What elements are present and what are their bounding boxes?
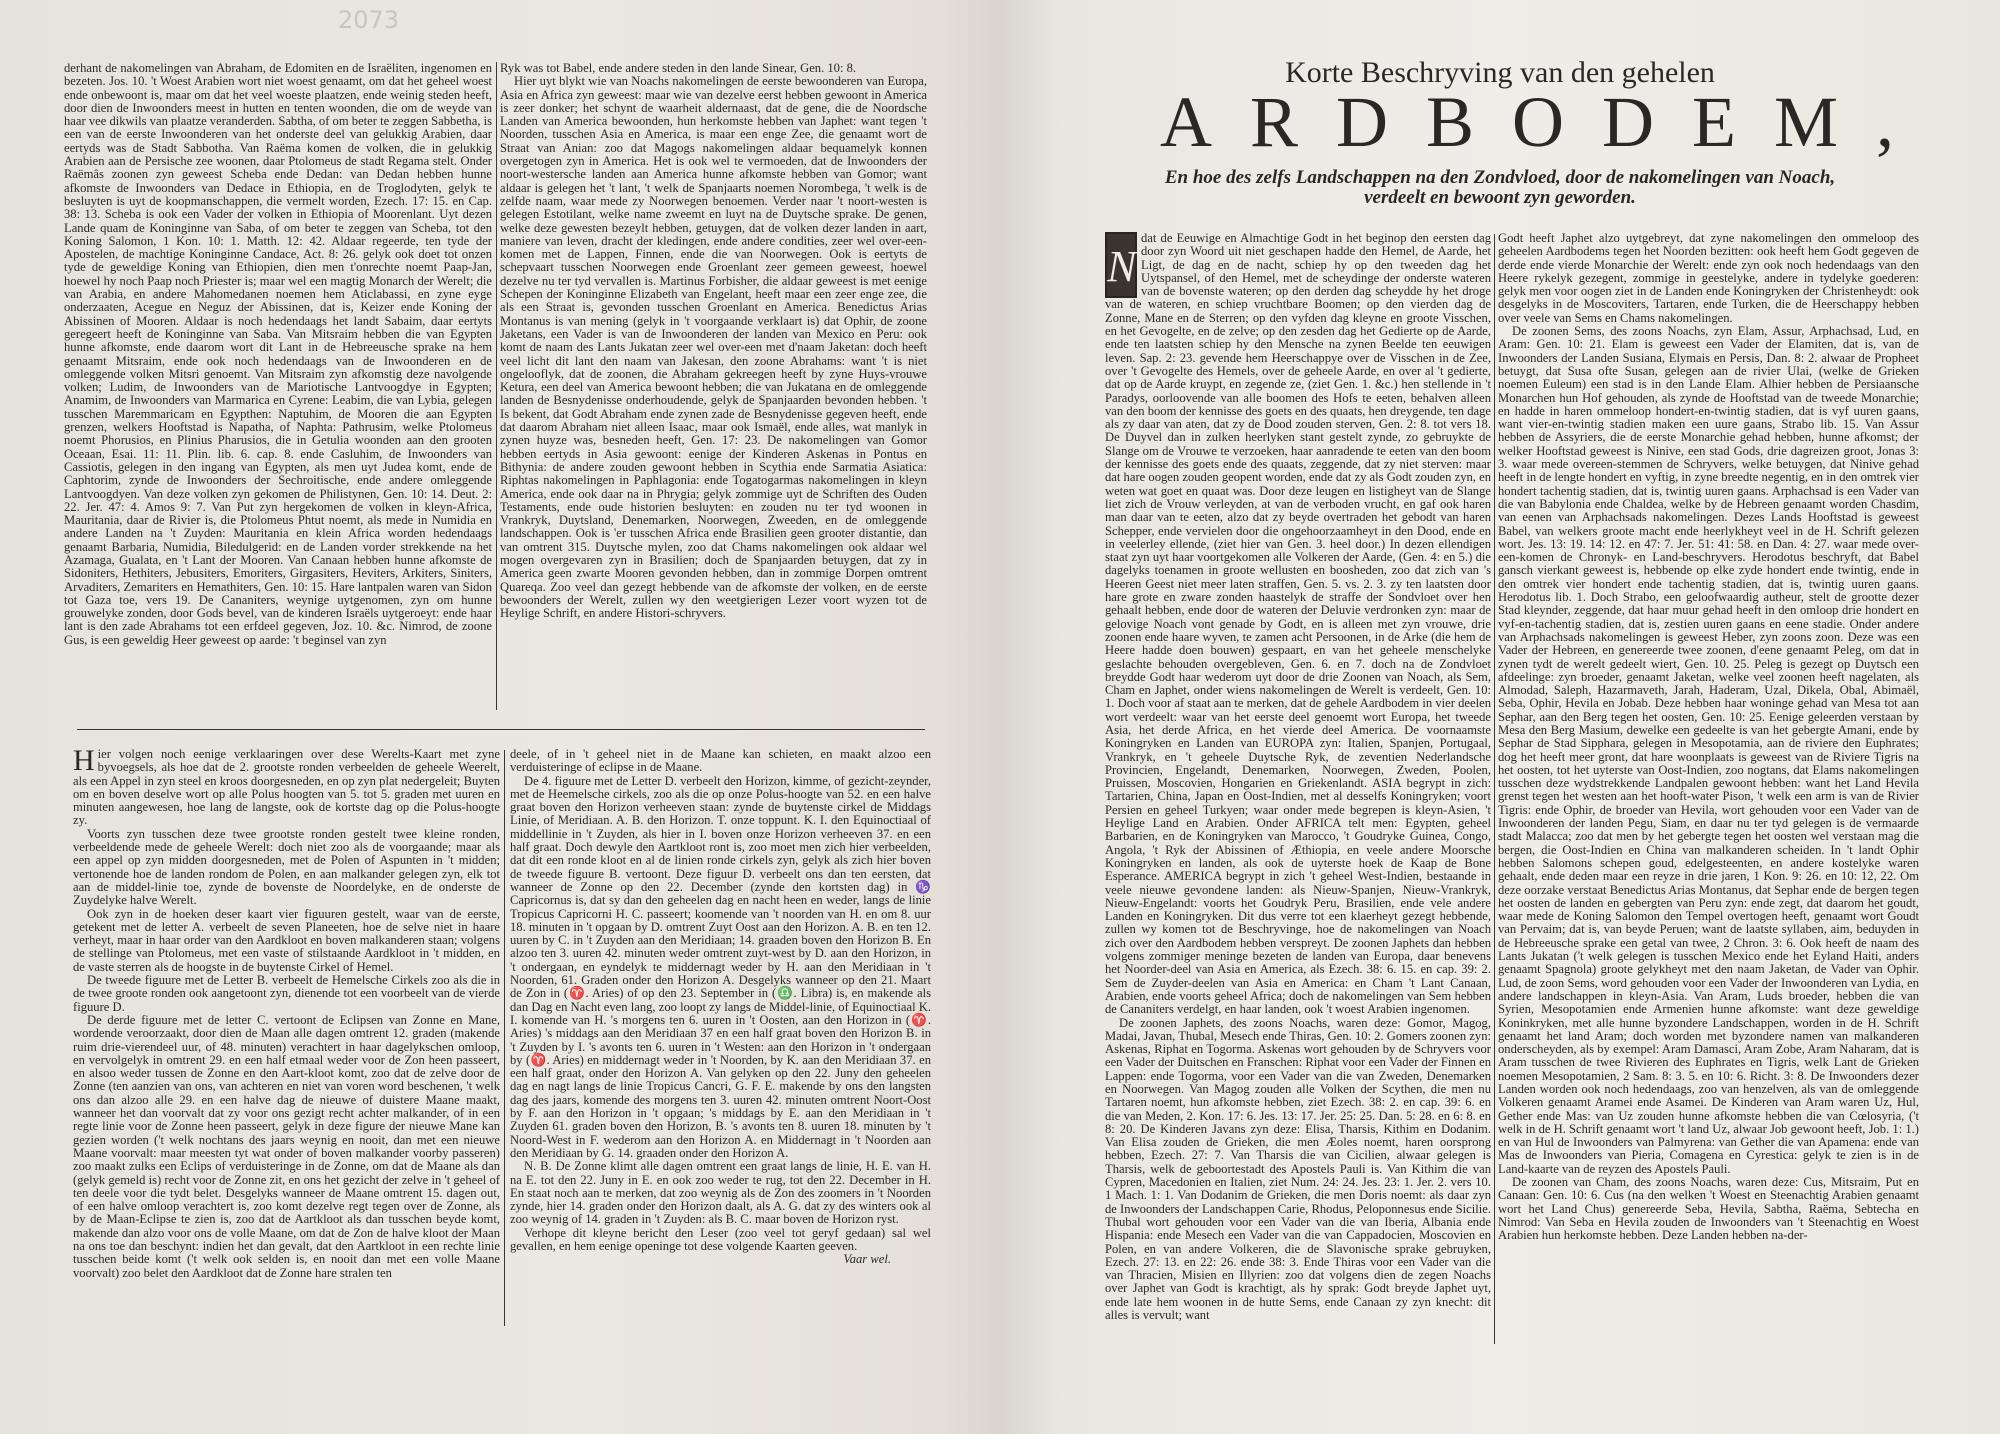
- subtitle-line: En hoe des zelfs Landschappen na den Zondvloed, door de nakomelingen van Noach,: [1164, 167, 1836, 188]
- paragraph: Ryk was tot Babel, ende andere steden in den lande Sinear, Gen. 10: 8.: [500, 62, 857, 75]
- right-column-1: [1105, 232, 1491, 1344]
- section-divider: [77, 729, 925, 730]
- column-divider: [496, 62, 497, 710]
- left-top-column-1: [64, 62, 492, 708]
- left-bottom-column-1: [73, 748, 500, 1328]
- paragraph-text: dat de Eeuwige en Almachtige Godt in het beginop den eersten dag door zyn Woord uit niet geschapen hadde den Hemel, de Aarde, het Ligt, de dag en de nacht, schiep hy op den tweeden dag het Uytspansel, of den Hemel, met de scheydinge der onderste wateren van de bovenste wateren; op den derden dag scheydde hy het droge van de wateren, en schiep vruchtbare Boomen; op den vierden dag de Zonne, Mane en de Sterren; op den vyfden dag kleyne en groote Visschen, en het Gevogelte, en de zelve; op den zesden dag het Gedierte op de Aarde, ende ten laatsten schiep hy den Mensche na zynen Beelde ten eeuwigen leven. Sap. 2: 23. gevende hem Heerschappye over de Visschen in de Zee, over 't Gevogelte des Hemels, over de geheele Aarde, en over al 't gedierte, dat op de Aarde kruypt, en zegende ze, (ziet Gen. 1. &c.) hen stellende in 't Paradys, oorloovende van alle boomen des Hofs te eeten, behalven alleen van den boom der kennisse des goets en des quaats, hen dreygende, ten dage als zy daar van aten, dat zy de Dood zouden sterven, Gen. 2: 8. tot vers 18. De Duyvel dan in zulken heerlyken stant gestelt zynde, zo gebruykte de Slange om de Vrouwe te verzoeken, haar aanradende te eeten van den boom der kennisse des goets ende des quaats, zeggende, dat zy niet sterven: maar dat hare oogen zouden geopent worden, ende dat zy als Godt zouden zyn, en weten wat goet en quaat was. Door deze leugen en listigheyt van de Slange liet zich de Vrouw verleyden, at van de verboden vrucht, en gaf ook haren man daar van te eeten, alzo dat zy beyde overtraden het gebodt van haren Schepper, ende vervielen door die ongehoorzaamheyt in den Dood, ende en in veelerley ellende, (ziet hier van Gen. 3. heel door.) In dezen ellendigen staat zyn uyt haar voortgekomen alle Volkeren der Aarde, (Gen. 4: en 5.) die dagelyks toenamen in groote wellusten en boosheden, zoo dat zich van 's Heeren Geest niet meer laten straffen, Gen. 5. vs. 2. 3. zy ten laatsten door hare grote en zware zonden haastelyk de straffe der Sondvloet over hen gehaalt hebben, ende door de wateren der Deluvie verdronken zyn: maar de gelovige Noach vont genade by Godt, en is alleen met zyn vrouwe, drie zoonen ende haare wyven, te zamen acht Persoonen, in de Arke (die hem de Heere hadde doen bouwen) gespaart, en van het geheele menschelyke geslachte behouden overgebleven, Gen. 6. en 7. doch na de Zondvloet breydde Godt haar wederom uyt door de drie Zoonen van Noach, als Sem, Cham en Japhet, onder wiens nakomelingen de Werelt is verdeelt, Gen. 10: 1. Doch voor af staat aan te merken, dat de gehele Aardbodem in vier deelen wort verdeelt: waar van het eerste deel genoemt wort Europa, het tweede Asia, het derde Africa, en het vierde deel America. De voornaamste Koningryken en Landen van EUROPA zyn: Italien, Spanjen, Portugaal, Vrankryk, en 't geheele Duytsche Ryk, de zeventien Nederlandsche Provincien, Engelandt, Denemarken, Noorwegen, Zweden, Poolen, Pruissen, Moscovien, Hongarien en Griekenlandt. ASIA begrypt in zich: Tartarien, China, Japan en Oost-Indien, met al desselfs Koningryken; voort Persien en geheel Turkyen; waar onder mede begrepen is kleyn-Asien, 't Heylige Land en Arabien. Onder AFRICA telt men: Egypten, geheel Barbarien, en de Koningryken van Marocco, 't Goudryke Guinea, Congo, Angola, 't Ryk der Abissinen of Æthiopia, en veele andere Moorsche Koningryken en landen, als ook de uyterste hoek de Kaap de Bone Esperance. AMERICA begrypt in zich 't geheel West-Indien, bestaande in veele nieuwe gevondene landen: als Nieuw-Spanjen, Nieuw-Vrankryk, Nieuw-Engelandt: voorts het Goudryk Peru, Brasilien, ende vele andere Landen en Koningryken. Dit dus verre tot een klaerheyt gezegt hebbende, zullen wy komen tot de Beschryvinge, hoe de nakomelingen van Noach zich over den Aardbodem hebben verspreyt. De zoonen Japhets dan hebben volgens zommiger meninge bezeten de landen van Europa, daar benevens het Noorder-deel van Asia en America, als Ezech. 38: 6. 15. en cap. 39: 2. Sem de Zuyder-deelen van Asia en America: en Cham 't Lant Canaan, Arabien, ende voorts geheel Africa; doch de nakomelingen van Sem hebben de Cananiters verdelgt, en haar landen, ook 't woest Arabien ingenomen.: [1105, 232, 1491, 1017]
- drop-cap-initial: H: [73, 748, 95, 777]
- column-divider: [1494, 234, 1495, 1344]
- paragraph: De tweede figuure met de Letter B. verbeelt de Hemelsche Cirkels zoo als die in de twee groote ronden ook aangetoont zyn, dienende tot een voorbeelt van de vierde figuure D.: [73, 973, 500, 1014]
- paragraph: Ook zyn in de hoeken deser kaart vier figuuren gestelt, waar van de eerste, getekent met de letter A. verbeelt de seven Planeeten, hoe de selve niet in haare verheyt, maar in haar order van den Aardkloot en boven malkanderen staan; volgens de stellinge van Ptolomeus, met een vaste of stilstaande Aardkloot in 't midden, en de vaste sterren als de hoogste in de buytenste Cirkel of Hemel.: [73, 906, 500, 974]
- paragraph: Godt heeft Japhet alzo uytgebreyt, dat zyne nakomelingen den ommeloop des geheelen Aardbodems tegen het Noorden bezitten: ook heeft hem Godt gegeven de derde ende vierde Monarchie der Werelt: ende zyn ook noch hedendaags van den Heere rykelyk gezegent, zommige in geestelyke, andere in tydelyke goederen: gelyk men voor oogen ziet in de Landen ende Koningryken der Christenheydt: ook desgelyks in de Moscoviters, Tartaren, ende Turken, die de Heerschappy hebben over veele van Sems en Chams nakomelingen.: [1498, 232, 1919, 325]
- paragraph: Hier uyt blykt wie van Noachs nakomelingen de eerste bewoonderen van Europa, Asia en Africa zyn geweest: maar wie van dezelve eerst hebben gewoont in America is zeer donker; het schynt de waarheit aldernaast, dat de gene, die de Noordsche Landen van America bewoonden, hun herkomste hebben van Japhet: want tegen 't Noorden, tusschen Asia en America, is maar een enge Zee, die genaamt wort de Straat van Anian: zoo dat Magogs nakomelingen aldaar bequamelyk konnen overgetogen zyn in America. Het is ook wel te vermoeden, dat de Inwoonders der noort-westersche landen aan America hunne afkomste hebben van Gomor; want aldaar is gelegen het 't lant, 't welk de Spanjaarts noemen Norombega, 't welk is de zelfde naam, waar mede zy Noorwegen benoemen. Verder naar 't noort-westen is gelegen Estotilant, welke name zweemt en luyt na de Duytsche sprake. De genen, welke deze gewesten bezeylt hebben, getuygen, dat de volken dezer landen in aart, maniere van leven, dracht der kledingen, ende andere condities, zeer wel over-een-komen met de Lappen, Finnen, ende die van Noorwegen. Ook is eertyts de schepvaart tusschen Noorwegen ende Groenlant zeer gemeen geweest, hoewel dezelve nu ter tyd vervallen is. Martinus Forbisher, die aldaar geweest is met eenige Schepen der Koninginne Elizabeth van Engelant, heeft maar een zeer enge zee, die als een Straat is, gevonden tusschen Groenlant en America. Benedictus Arias Montanus is van mening (gelyk in 't voorgaande verklaart is) dat Ophir, de zoone Jaketans, een Vader is van de Inwoonderen der landen van Mexico en Peru: ook komt de naam des Lants Jukatan zeer wel over-een met d'naam Jaketan: doch heeft veel licht dit lant den naam van Jakesan, den zoone Abrahams: want 't is niet ongelooflyk, dat de zoonen, die Abraham gekreegen heeft by zyne Huys-vrouwe Ketura, een deel van America bewoont hebben; die van Jukatana en de omleggende landen de Besnydenisse onderhoudende, gelyk de Spanjaarden bevonden hebben. 't Is bekent, dat Godt Abraham ende zynen zade de Besnydenisse gegeven heeft, ende dat daarom Abraham niet alleen Isaac, maar ook Ismaël, ende alles, wat manlyk in zynen huyze was, besneden heeft, Gen. 17: 23. De nakomelingen van Gomor hebben eertyds in Asia gewoont: eenige der Kinderen Askenas in Pontus en Bithynia: de andere zouden gewoont hebben in Scythia ende Sarmatia Asiatica: Riphtas nakomelingen in Paphlagonia: ende Togatogarmas nakomelingen in kleyn America, ende ook daar na in Phrygia; gelyk zommige uyt de Schriften des Ouden Testaments, ende oude historien besluyten: en zouden nu ter tyd woonen in Vrankryk, Duytsland, Denemarken, Noorwegen, Zweeden, en de omleggende landschappen. Ook is 'er tusschen Africa ende Brasilien geen grooter distantie, dan van omtrent 315. Duytsche mylen, zoo dat Chams nakomelingen ook aldaar wel mogen overgevaren zyn in Brasilien; doch de Spanjaarden betuygen, dat zy in America geen zwarte Mooren gevonden hebben, dan in zommige Dorpen omtrent Quareqa. Zoo veel dan gezegt hebbende van de afkomste der volken, en de eerste bewoonders der Werelt, zullen wy den weetgierigen Lezer voort wyzen tot de Heylige Schrift, en andere Histori-schryvers.: [500, 74, 927, 621]
- paragraph: De derde figuure met de letter C. vertoont de Eclipsen van Zonne en Mane, wordende veroorzaakt, door dien de Maan alle dagen omtrent 12. graden (makende ruim drie-vierendeel uur, of 48. minuten) verachtert in haar dagelykschen omloop, en vervolgelyk in omtrent 29. en een half etmaal weder voor de Zon heen passeert, en alsoo weder tussen de Zonne en den Aart-kloot komt, zoo dat de zelve door de Zonne (ten aanzien van ons, van achteren en niet van voren word beschenen, 't welk ons dan alzoo alle 29. en een halve dag de nieuwe of duistere Maane maakt, wanneer het dan voorvalt dat zy voor ons gezigt recht achter malkander, of in een regte linie voor de Zonne heen passeert, gelyk in deze figure der nieuwe Mane kan gezien worden ('t welk nochtans des jaars weynig en nooit, dan met een nieuwe Maane voorvalt: maar meesten tyt wat onder of boven malkander voorby passeren) zoo maakt zulks een Eclips of verduisteringe in de Zonne, om dat de Maane als dan (gelyk gemeld is) recht voor de Zonne zit, en ons het gezicht der zelve in 't geheel of ten deele voor die tydt belet. Desgelyks wanneer de Maane omtrent 15. dagen out, of een halve omloop verachtert is, zoo komt dezelve regt tegen over de Zonne, als by de Maan-Eclipse te zien is, zoo dat de Aartkloot als dan tusschen beyde komt, makende dan alzo voor ons de volle Maane, om dat de Zon de halve kloot der Maan na ons toe dan beschynt: indien het dan gevalt, dat den Aartkloot in een rechte linie tusschen beide komt ('t welk ook selden is, en nooit dan met een volle Maane voorvalt) zoo belet den Aardkloot dat de Zonne hare stralen ten: [73, 1012, 500, 1280]
- column-divider: [504, 750, 505, 1326]
- ornamental-initial: N: [1105, 232, 1137, 298]
- left-top-column-2: [500, 62, 927, 708]
- paragraph: Voorts zyn tusschen deze twee grootste ronden gestelt twee kleine ronden, verbeeldende mede de geheele Werelt: doch niet zoo als de voorgaande; maar als een appel op zyn midden doorgesneden, met de Polen of Aspunten in 't midden; vertonende hoe de landen rondom de Polen, en aan malkander gelegen zyn, elk tot aan de middel-linie toe, zynde de bovenste de Noordelyke, en de onderste de Zuydelyke halve Werelt.: [73, 826, 500, 908]
- paragraph: deele, of in 't geheel niet in de Maane kan schieten, en maakt alzoo een verduisteringe of eclipse in de Maane.: [510, 748, 931, 775]
- title-line: Korte Beschryving van den gehelen: [1285, 56, 1715, 89]
- subtitle: [1100, 168, 1900, 208]
- left-bottom-column-2: [510, 748, 931, 1328]
- subtitle-line: verdeelt en bewoont zyn geworden.: [1364, 187, 1636, 208]
- closing-text: Vaar wel.: [843, 1252, 891, 1267]
- paragraph: N. B. De Zonne klimt alle dagen omtrent een graat langs de linie, H. E. van H. na E. tot den 22. Juny in E. en ook zoo weder te rug, tot den 22. December in H. En staat noch aan te merken, dat zoo weynig als de Zon des zoomers in 't Noorden zynde, hier 14. graden onder den Horizon daalt, als A. G. dat zy des winters ook al zoo weynig of 14. graden in 't Zuyden: als B. C. maar boven de Horizon ryst.: [510, 1159, 931, 1227]
- paragraph-text: ier volgen noch eenige verklaaringen over dese Werelts-Kaart met zyne byvoegsels, als hoe dat de 2. grootste ronden verbeelden de geheele Weerelt, als een Appel in zyn steel en kroos doorgesneden, en op zyn plat nedergeleit; Buyten om en boven deselve wort op alle Polus hoogten van 5. tot 5. graden met uuren en minuten aangewesen, hoe lang de langste, ook de kortste dag op die Polus-hoogte zy.: [73, 748, 500, 828]
- paragraph: De zoonen Japhets, des zoons Noachs, waren deze: Gomor, Magog, Madai, Javan, Thubal, Mesech ende Thiras, Gen. 10: 2. Gomers zoonen zyn: Askenas, Riphat en Togorma. Askenas wort gehouden by de Schryvers voor een Vader der Duitschen en Franschen: Riphat voor een Vader der Finnen en Lappen: ende Togorma, voor een Vader van die van Zweden, Denemarken en Noorwegen. Van Magog zouden alle Volken der Scythen, die men nu Tartaren noemt, hun afkomste hebben, ziet Ezech. 38: 2. en cap. 39: 6. en die van Meden, 2. Kon. 17: 6. Jes. 13: 17. Jer. 25: 25. Dan. 5: 28. en 6: 8. en 8: 20. De Kinderen Javans zyn deze: Elisa, Tharsis, Kithim en Dodanim. Van Elisa zouden de Grieken, die men Æoles noemt, haren oorsprong hebben, Ezech. 27: 7. Van Tharsis die van Cicilien, alwaar gelegen is Tharsis, welk de geboortestadt des Apostels Pauli is. Van Kithim die van Cypren, Macedonien en Italien, ziet Num. 24: 24. Jes. 23: 1. Jer. 2. vers 10. 1 Mach. 1: 1. Van Dodanim de Grieken, die men Doris noemt: als daar zyn de Inwoonders der Landschappen Carie, Rhodus, Peloponnesus ende Sicilie. Thubal wort gehouden voor een Vader van die van Iberia, Albania ende Hispania: ende Mesech een Vader van die van Cappadocien, Moscovien en Polen, en van andere Volkeren, die de Slavonische sprake gebruyken, Ezech. 27: 13. en 22: 26. ende 38: 3. Ende Thiras voor een Vader van die van Thracien, Misien en Illyrien: zoo dat volgens dien de zegen Noachs over Japhet van Godt is krachtigt, als hy sprak: Godt breyde Japhet uyt, ende late hem woonen in de hutte Sems, ende Canaan zy zyn knecht: dit alles is vervult; want: [1105, 1015, 1491, 1323]
- right-column-2: [1498, 232, 1919, 1344]
- paragraph: De zoonen van Cham, des zoons Noachs, waren deze: Cus, Mitsraim, Put en Canaan: Gen. 10: 6. Cus (na den welken 't Woest en Steenachtig Arabien genaamt wort het Land Chus) genereerde Seba, Hevila, Sabtha, Raëma, Sebtecha en Nimrod: Van Seba en Hevila zouden de Inwoonders van 't Steenachtig en Woest Arabien hun herkomste hebben. Deze Landen hebben na-der-: [1498, 1175, 1919, 1243]
- paragraph: [1105, 232, 1491, 1017]
- paragraph: Verhope dit kleyne bericht den Leser (zoo veel tot geryf gedaan) sal wel gevallen, en hem eenige openinge tot dese volgende Kaarten geeven.: [510, 1225, 931, 1253]
- paragraph: De zoonen Sems, des zoons Noachs, zyn Elam, Assur, Arphachsad, Lud, en Aram: Gen. 10: 21. Elam is geweest een Vader der Elamiten, dat is, van de Inwoonders der Landen Susiana, Elymais en Persis, Dan. 8: 2. alwaar de Propheet betuygt, dat Susa ofte Susan, gelegen aan de rivier Ulai, (welke de Grieken noemen Euleum) een stad is in den Lande Elam. Alhier hebben de Persiaansche Monarchen hun Hof gehouden, als zynde de Hooftstad van de tweede Monarchie; en hadde in haren ommeloop hondert-en-twintig stadien, dat is vyf uuren gaans, want vier-en-twintig stadien maken een uure gaans, Strabo lib. 15. Van Assur hebben de Assyriers, die de eerste Monarchie gehad hebben, hunne afkomst; der welker Hooftstad geweest is Ninive, een stad Gods, drie dagreizen groot, Jonas 3: 3. waar mede overeen-stemmen de Schryvers, welke betuygen, dat Ninive gehad heeft in de lengte hondert en vyftig, in zyne breedte negentig, en in den omtrek vier hondert tachentig stadien, dat is, twintig uuren gaans. Arphachsad is een Vader van die van Babylonia ende Chaldea, welke by de Hebreen genaamt worden Chasdim, van eenen van Arphachsads nakomelingen. Dezes Lands Hooftstad is geweest Babel, van welkers groote macht ende heerlykheyt veel in de H. Schrift gelezen wort. Jes. 13: 19. 14: 12. en 47: 7. Jer. 51: 41: 58. en Dan. 4: 27. waar mede over-een-komen de Chronyk- en Land-beschryvers. Herodotus beschryft, dat Babel gansch vierkant geweest is, hebbende op elke zyde hondert ende twintig, ende in den omtrek vier hondert ende tachentig stadien, dat is, twintig uuren gaans. Herodotus lib. 1. Doch Strabo, een geloofwaardig autheur, stelt de grootte dezer Stad kleynder, zeggende, dat haar muur gehad heeft in den omloop drie hondert en vyf-en-tachentig stadien, dat is, zestien uuren gaans en eene stadie. Onder andere van Arphachsads nakomelingen is geweest Heber, zyn zoons zoon. Deze was een Vader der Hebreen, en genereerde twee zoonen, d'eene genaamt Peleg, om dat in zynen tydt de werelt gedeelt wiert, Gen. 10. 25. Peleg is gezegt op Duytsch een afdeelinge: zyn broeder, genaamt Jaketan, welke veel zoonen heeft nagelaten, als Almodad, Saleph, Hazarmaveth, Jarah, Haderam, Uzal, Dikela, Obal, Abimaël, Seba, Ophir, Hevila en Jobab. Deze hebben haar woninge gehad van Mesa tot aan Sephar, aan den Berg tegen het oosten, Gen. 10: 25. Eenige geleerden verstaan by Mesa den Berg Masium, dewelke een gedeelte is van het gebergte Amani, ende by Sephar de Stad Sipphara, gelegen in Mesopotamia, aan de riviere den Euphrates; dog het heeft meer gront, dat hare woonplaats is geweest van de Riviere Tigris na het oosten, tot het uyterste van Oost-Indien, zoo nogtans, dat Elams nakomelingen tusschen deze wydstrekkende Landpalen gewoont hebben: want het Land Hevila grenst tegen het westen aan het hooft-water Pison, 't welk een arm is van de Rivier Tigris: ende Ophir, de broeder van Hevila, wort gehouden voor een Vader van de Inwoonderen der landen Pegu, Siam, en daar nu ter tyd gelegen is de vermaarde stadt Malacca; zoo dat men by het gebergte tegen het oosten wel verstaan mag die bergen, die Oost-Indien en China van malkanderen scheiden. In 't landt Ophir hebben Salomons schepen goud, edelgesteenten, en andere kostelyke waren gehaalt, ende deden maar een reyze in drie jaren, 1 Kon. 9: 26. en 10: 12, 22. Om deze oorzake verstaat Benedictus Arias Montanus, dat Sephar ende de bergen tegen het oosten de landen en gebergten van Peru zyn: ende zegt, dat daarom het goudt, waar mede de Koning Salomon den Tempel overtogen heeft, genaamt wort Goudt van Pervaim; dat is, van beyde Peruen; want de laatste syllaben, aim, beduyden in de Hebreeusche sprake een getal van twee, 2 Chron. 3: 6. Ook heeft de naam des Lants Jukatan ('t welk gelegen is tusschen Mexico ende het Eyland Haiti, anders genaamt Spagnola) groote gelykheyt met den naam Jaketan, de Vader van Ophir. Lud, de zoon Sems, word gehouden voor een Vader der Inwoonderen van Lydia, en andere landschappen in kleyn-Asia. Van Aram, Luds broeder, hebben die van Syrien, Mesopotamien ende Armenien hunne afkomste: want deze geweldige Koninkryken, met alle hunne byzondere Landschappen, worden in de H. Schrift genaamt het land Aram; doch worden met byzondere namen van malkanderen onderscheyden, als by exempel: Aram Damasci, Aram Zobe, Aram Naharam, dat is Aram tusschen de twee Rivieren des Euphrates en Tigris, welk Lant de Grieken noemen Mesopotamien, 2 Sam. 8: 3. 5. en 10: 6. Richt. 3: 8. De Inwoonders dezer Landen worden ook noch hedendaags, zoo van henzelven, als van de omleggende Volkeren genaamt Aramei ende Asamei. De Kinderen van Aram waren Uz, Hul, Gether ende Mas: van Uz zouden hunne afkomste hebben die van Cœlosyria, ('t welk in de H. Schrift genaamt wort 't land Uz, alwaar Job gewoont heeft, Job. 1: 1.) en van Hul de Inwoonders van Palmyrena: van Gether die van Apamena: ende van Mas de Inwoonders van Pieria, Comagena en Cyrestica: gelyk te zien is in de Land-kaarte van de reyzen des Apostels Pauli.: [1498, 324, 1919, 1176]
- paragraph: derhant de nakomelingen van Abraham, de Edomiten en de Israëliten, ingenomen en bezeten. Jos. 10. 't Woest Arabien wort niet woest genaamt, om dat het geheel woest ende onbewoont is, maar om dat het veel woeste plaatzen, ende weinig steden heeft, door dien de Inwoonders meest in hutten en tenten woonden, die om de weyde van haar vee dikwils van plaatze veranderden. Sabtha, of om beter te zeggen Sabbetha, is een van de eerste Inwoonderen van het onderste deel van gelukkig Arabien, daar eertyds was de Stadt Sabbotha. Van Raëma komen de volken, die in gelukkig Arabien aan de Persische zee woonen, daar Ptolomeus de stadt Regama stelt. Onder Raëmâs zoonen zyn geweest Scheba ende Dedan: van Dedan hebben hunne afkomste de Inwoonders van Dedace in Ethiopia, en de Troglodyten, gelyk te besluyten is uyt de koopmanschappen, die vermelt worden, Ezech. 17: 15. en Cap. 38: 13. Scheba is ook een Vader der volken in Ethiopia of Moorenlant. Uyt dezen Lande quam de Koninginne van Saba, of om beter te zeggen van Scheba, tot den Koning Salomon, 1 Kon. 10: 1. Matth. 12: 42. Aldaar regeerde, ten tyde der Apostelen, de machtige Koninginne Candace, Act. 8: 26. gelyk ook doet tot onzen tyde de geweldige Koning van Ethiopien, dien men t'onrechte noemt Paap-Jan, hoewel hy noch Paap noch Priester is; maar wel een magtig Monarch der Werelt; die van Arabia, en andere Mahomedanen noemen hem Aticlabassi, en zyne eyge onderzaaten, Acegue en Neguz der Abissinen, dat is, Keizer ende Koning der Abissinen of Mooren. Aldaar is noch hedendaags het landt Sabaim, daar eertyts geregeert heeft de Koninginne van Saba. Van Mitsraim hebben die van Egypten hunne afkomste, ende daarom wort dit Lant in de Hebreeusche sprake na hem genaamt Mitsraim, ende ook noch hedendaags van de Inwoonderen en de omleggende volken Mitsri genoemt. Van Mitsraim zyn afkomstig deze navolgende volken; Ludim, de Inwoonders van de Mariotische Lantvoogdye in Egypten; Anamim, de Inwoonders van Marmarica en Cyrene: Leabim, die van Lybia, gelegen tusschen Maremmaricam en Egypthen: Naptuhim, de Mooren die aan Egypten grenzen, welkers Hooftstad is Napatha, of Naphta: Pathrusim, welke Ptolomeus noemt Phorusios, en Plinius Pharusios, die in Getulia woonden aan den grooten Oceaan, Esai. 11: 11. Plin. lib. 6. cap. 8. ende Casluhim, de Inwoonders van Cassiotis, gelegen in den ingang van Egypten, als men uyt Judea komt, ende de Caphtorim, zynde de Inwoonders der Sechroitische, ende andere omleggende Lantvoogdyen. Van deze volken zyn gekomen de Philistynen, Gen. 10: 14. Deut. 2: 22. Jer. 47: 4. Amos 9: 7. Van Put zyn hergekomen de volken in kleyn-Africa, Mauritania, daar de Rivier is, die Ptolomeus Phtut noemt, als mede in Numidia en andere Landen na 't Zuyden: Mauritania en klein Africa worden hedendaags genaamt Barbaria, Numidia, Biledulgerid: en de Landen vorder strekkende na het Azamaga, Gualata, en 't Lant der Mooren. Van Canaan hebben hunne afkomste de Sidoniters, Hethiters, Jebusiters, Emoriters, Girgasiters, Heviters, Arkiters, Siniters, Arvaditers, Zemariters en Hemathiters, Gen. 10: 15. Hare lantpalen waren van Sidon tot Gaza toe, vers 19. De Cananiters, weynige uytgenomen, zyn om hunne grouwelyke zonden, door Gods bevel, van de kinderen Israëls uytgeroeyt: ende haar lant is den zade Abrahams tot een erfdeel gegeven, Joz. 10. &c. Nimrod, de zoone Gus, is een geweldig Heer geweest op aarde: 't beginsel van zyn: [64, 62, 492, 647]
- page-title: ARDBODEM,: [1160, 82, 1933, 162]
- paragraph: De 4. figuure met de Letter D. verbeelt den Horizon, kimme, of gezicht-zeynder, met de Heemelsche cirkels, zoo als die op onze Polus-hoogte van 52. en een halve graat boven den Horizon verheeven staan: zynde de buytenste cirkel de Middags Linie, of Meridiaan. A. B. den Horizon. T. onze toppunt. K. I. den Equinoctiaal of middellinie in 't Zuyden, als hier in I. boven onze Horizon verheeven 37. en een half graat. Doch dewyle den Aartkloot ront is, zoo moet men zich hier verbeelden, dat dit een ronde kloot en al de linien ronde cirkels zyn, gelyk als zich hier boven de tweede figuure B. vertoont. Deze figuur D. verbeelt ons dan ten eersten, dat wanneer de Zonne op den 22. December (zynde den kortsten dag) in ♑ Capricornus is, dat sy dan den geheelen dag en nacht heen en weder, langs de linie Tropicus Capricorni H. C. passeert; koomende van 't noorden van H. en om 8. uur 18. minuten in 't opgaan by D. omtrent Zuyt Oost aan den Horizon. A. B. en ten 12. uuren by C. in 't Zuyden aan den Meridiaan; 14. graaden boven den Horizon B. En alzoo ten 3. uuren 42. minuten weder omtrent zuyt-west by D. aan den Horizon, in 't ondergaan, en eyndelyk te middernagt weder by H. aan den Meridiaan in 't Noorden, 61. Graden onder den Horizon A. Desgelyks wanneer op den 21. Maart de Zon in (♈. Aries) of op den 23. September in (♎. Libra) is, en makende als dan Dag en Nacht even lang, zoo loopt zy langs de Middel-linie, of Equinoctiaal K. I. komende van H. 's morgens ten 6. uuren in 't Oosten, aan den Horizon in (♈. Aries) 's middags aan den Meridiaan 37 en een half graat boven den Horizon B. in 't Zuyden by I. 's avonts ten 6. uuren in 't Westen: aan den Horizon in 't ondergaan by (♈. Aries) en middernagt weder in 't Noorden, by K. aan den Meridiaan 37. en een half graat, onder den Horizon A. Van gelyken op den 22. Juny den geheelen dag en nagt langs de linie Tropicus Cancri, G. F. E. makende by ons den langsten dag des jaars, komende des morgens ten 3. uuren 42. minuten omtrent Noort-Oost by F. aan den Horizon in 't opgaan; 's middags by E. aan den Meridiaan in 't Zuyden 61. graden boven den Horizon, B. 's avonts ten 8. uuren 18. minuten by 't Noord-West in F. wederom aan den Horizon A. en Middernagt in 't Noorden aan den Meridiaan by G. 14. graaden onder den Horizon A.: [510, 773, 931, 1160]
- paragraph: [73, 748, 500, 828]
- pencil-mark: 2073: [338, 6, 400, 34]
